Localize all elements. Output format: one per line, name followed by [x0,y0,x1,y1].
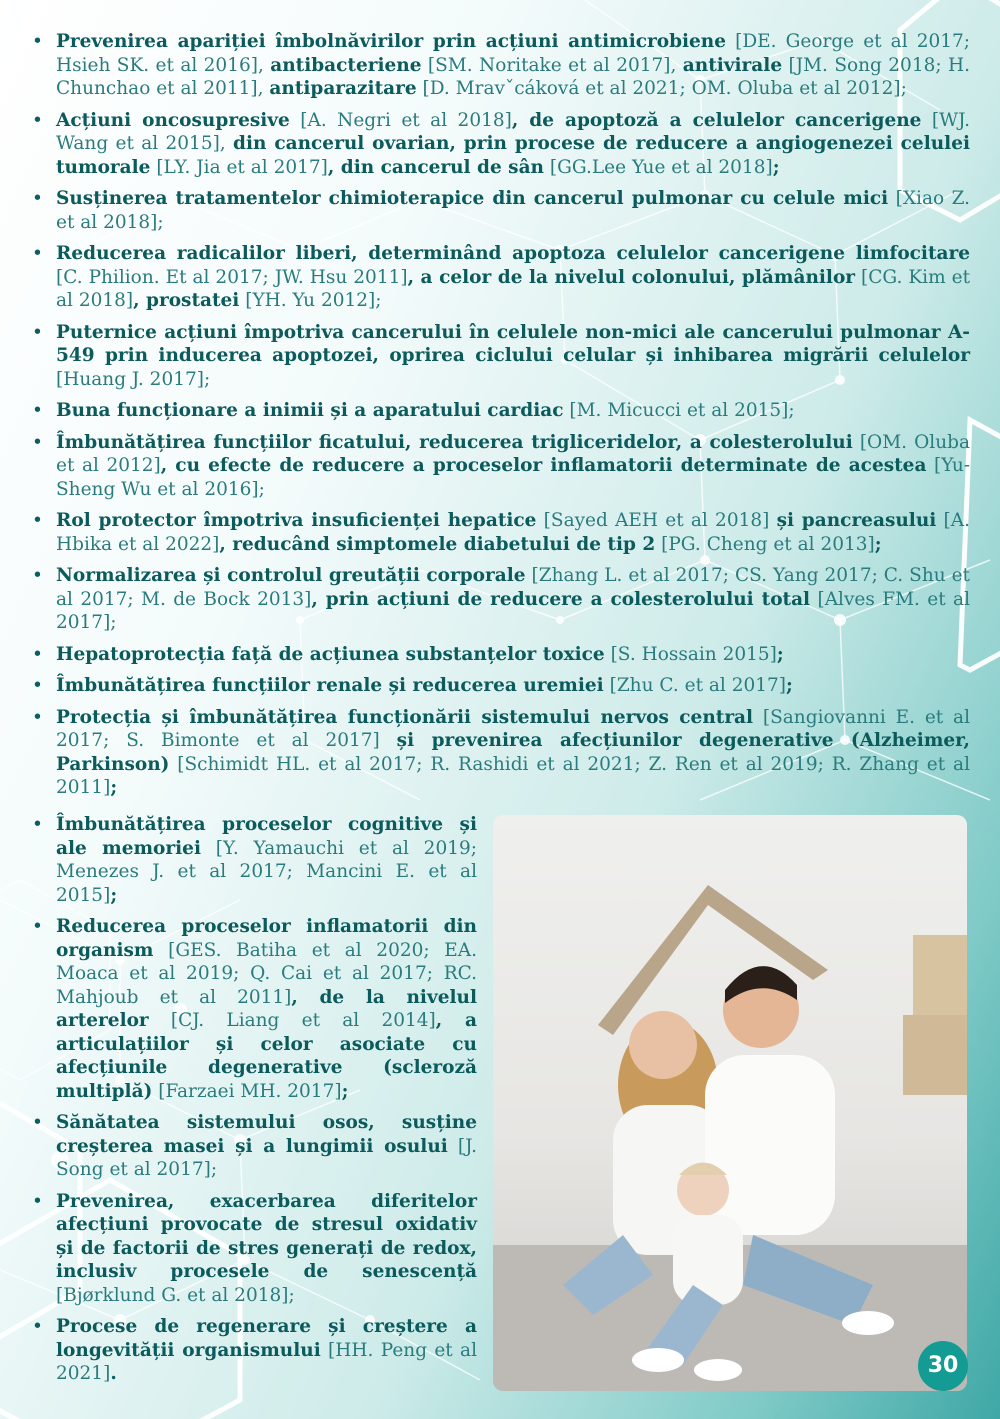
benefits-list-top [30,30,970,808]
citation-text: [CJ. Liang et al 2014] [148,1010,436,1031]
benefit-text: ; [110,777,118,798]
citation-text: [S. Hossain 2015] [604,643,777,665]
benefit-item [30,813,477,907]
citation-text: [HH. Peng et al 2021] [56,1339,478,1384]
benefit-item [30,509,970,556]
benefit-text: ; [110,884,118,906]
benefit-text: Prevenirea, exacerbarea diferitelor afecțiuni provocate de stresul oxidativ și de factorii de stres generați de redox, inclusiv procesele de senescență [56,1190,477,1282]
benefit-text: Procese de regenerare și creștere a longevității organismului [56,1316,477,1361]
benefit-text: ; [786,675,793,696]
citation-text: [JM. Song 2018; H. Chunchao et al 2011], [56,54,970,99]
citation-text: [Bjørklund G. et al 2018]; [56,1284,295,1306]
benefit-item [30,187,970,234]
citation-text: [Alves FM. et al 2017]; [56,588,970,633]
benefit-text: și prevenirea afecțiunilor degenerative (Alzheimer, Parkinson) [56,730,971,775]
benefit-text: Hepatoprotecția față de acțiunea substanțelor toxice [56,643,605,665]
benefit-text: și pancreasului [776,510,937,531]
benefit-text: Sănătatea sistemului osos, susține creșterea masei și a lungimii osului [56,1112,477,1157]
benefit-item [30,431,970,502]
citation-text: [A. Hbika et al 2022] [56,510,971,555]
benefit-text: Îmbunătățirea proceselor cognitive și ale memoriei [56,814,477,859]
citation-text: [Sangiovanni E. et al 2017; S. Bimonte et al 2017] [56,706,970,751]
benefit-text: Reducerea proceselor inflamatorii din organism [56,916,477,961]
benefit-text: , reducând simptomele diabetului de tip 2 [219,533,656,555]
citation-text: [Farzaei MH. 2017] [152,1080,342,1102]
benefit-text: Puternice acțiuni împotriva cancerului în celulele non-mici ale cancerului pulmonar A-549 prin inducerea apoptozei, oprirea ciclului celular și inhibarea migrării celulelor [56,321,970,366]
benefit-text: , a celor de la nivelul colonului, plămânilor [407,266,856,288]
citation-text: [A. Negri et al 2018] [289,109,512,131]
benefit-text: Protecția și îmbunătățirea funcționării sistemului nervos central [56,706,754,728]
benefit-text: Prevenirea apariției îmbolnăvirilor prin acțiuni antimicrobiene [56,31,727,52]
benefit-text: Rol protector împotriva insuficienței hepatice [56,510,537,531]
benefit-text: . [110,1363,117,1384]
citation-text: [OM. Oluba et al 2012] [56,431,970,476]
benefit-text: , cu efecte de reducere a proceselor inflamatorii determinate de acestea [160,455,927,476]
citation-text: [Huang J. 2017]; [56,368,211,390]
benefit-item [30,1315,477,1386]
benefit-text: ; [772,156,780,178]
benefit-item [30,399,970,423]
citation-text: [M. Micucci et al 2015]; [563,400,795,421]
benefits-list-bottom [30,813,477,1394]
benefit-text: Acțiuni oncosupresive [56,109,290,131]
benefit-item [30,321,970,392]
benefit-text: , prin acțiuni de reducere a colesterolului total [311,588,811,610]
benefit-text: Îmbunătățirea funcțiilor ficatului, reducerea trigliceridelor, a colesterolului [56,431,853,453]
benefit-text: ; [776,643,784,665]
benefit-item [30,109,970,180]
citation-text: [CG. Kim et al 2018] [56,266,971,311]
citation-text: [C. Philion. Et al 2017; JW. Hsu 2011] [56,266,408,288]
benefit-text: , de la nivelul arterelor [56,986,477,1031]
benefit-text: antibacteriene [270,54,422,76]
benefit-item [30,1190,477,1308]
benefit-text: Buna funcționare a inimii și a aparatului cardiac [56,400,564,421]
benefit-text: , prostatei [133,290,240,311]
benefit-text: ; [341,1080,349,1102]
benefit-item [30,242,970,313]
citation-text: [WJ. Wang et al 2015], [56,109,970,154]
benefit-item [30,564,970,635]
citation-text: [DE. George et al 2017; Hsieh SK. et al 2016], [56,31,971,76]
benefit-text: antiparazitare [269,78,417,99]
citation-text: [SM. Noritake et al 2017], [421,54,683,76]
benefit-text: , din cancerul de sân [327,156,545,178]
benefit-text: Îmbunătățirea funcțiilor renale și reducerea uremiei [56,675,604,696]
benefit-item [30,643,970,667]
benefit-text: ; [874,533,882,555]
benefit-item [30,915,477,1103]
citation-text: [Xiao Z. et al 2018]; [56,188,970,233]
citation-text: [Y. Yamauchi et al 2019; Menezes J. et al 2017; Mancini E. et al 2015] [56,837,477,906]
benefit-item [30,30,970,101]
citation-text: [J. Song et al 2017]; [56,1135,477,1180]
citation-text: [Zhu C. et al 2017] [603,675,787,696]
benefit-text: Susținerea tratamentelor chimioterapice din cancerul pulmonar cu celule mici [56,188,889,209]
citation-text: [Sayed AEH et al 2018] [536,510,777,531]
citation-text: [GES. Batiha et al 2020; EA. Moaca et al 2019; Q. Cai et al 2017; RC. Mahjoub et al 2011] [56,939,477,1008]
citation-text: [D. Mravˇcáková et al 2021; OM. Oluba et al 2012]; [416,78,907,99]
benefit-text: Reducerea radicalilor liberi, determinând apoptoza celulelor cancerigene limfocitare [56,243,970,264]
benefit-item [30,674,970,698]
citation-text: [Zhang L. et al 2017; CS. Yang 2017; C. Shu et al 2017; M. de Bock 2013] [56,565,970,610]
benefit-text: antivirale [682,54,783,76]
benefit-text: , a articulațiilor și celor asociate cu afecțiunile degenerative (scleroză multiplă) [56,1010,477,1102]
citation-text: [GG.Lee Yue et al 2018] [544,156,773,178]
family-photo [493,815,967,1391]
benefit-text: Normalizarea și controlul greutății corporale [56,565,526,586]
benefit-item [30,706,970,800]
benefit-item [30,1111,477,1182]
citation-text: [YH. Yu 2012]; [239,290,382,311]
citation-text: [PG. Cheng et al 2013] [655,533,875,555]
citation-text: [Schimidt HL. et al 2017; R. Rashidi et al 2021; Z. Ren et al 2019; R. Zhang et al 2011] [56,753,970,798]
citation-text: [LY. Jia et al 2017] [150,156,328,178]
page-number: 30 [918,1341,968,1391]
benefit-text: din cancerul ovarian, prin procese de reducere a angiogenezei celulei tumorale [56,133,970,178]
benefit-text: , de apoptoză a celulelor cancerigene [511,109,922,131]
citation-text: [Yu-Sheng Wu et al 2016]; [56,455,970,500]
